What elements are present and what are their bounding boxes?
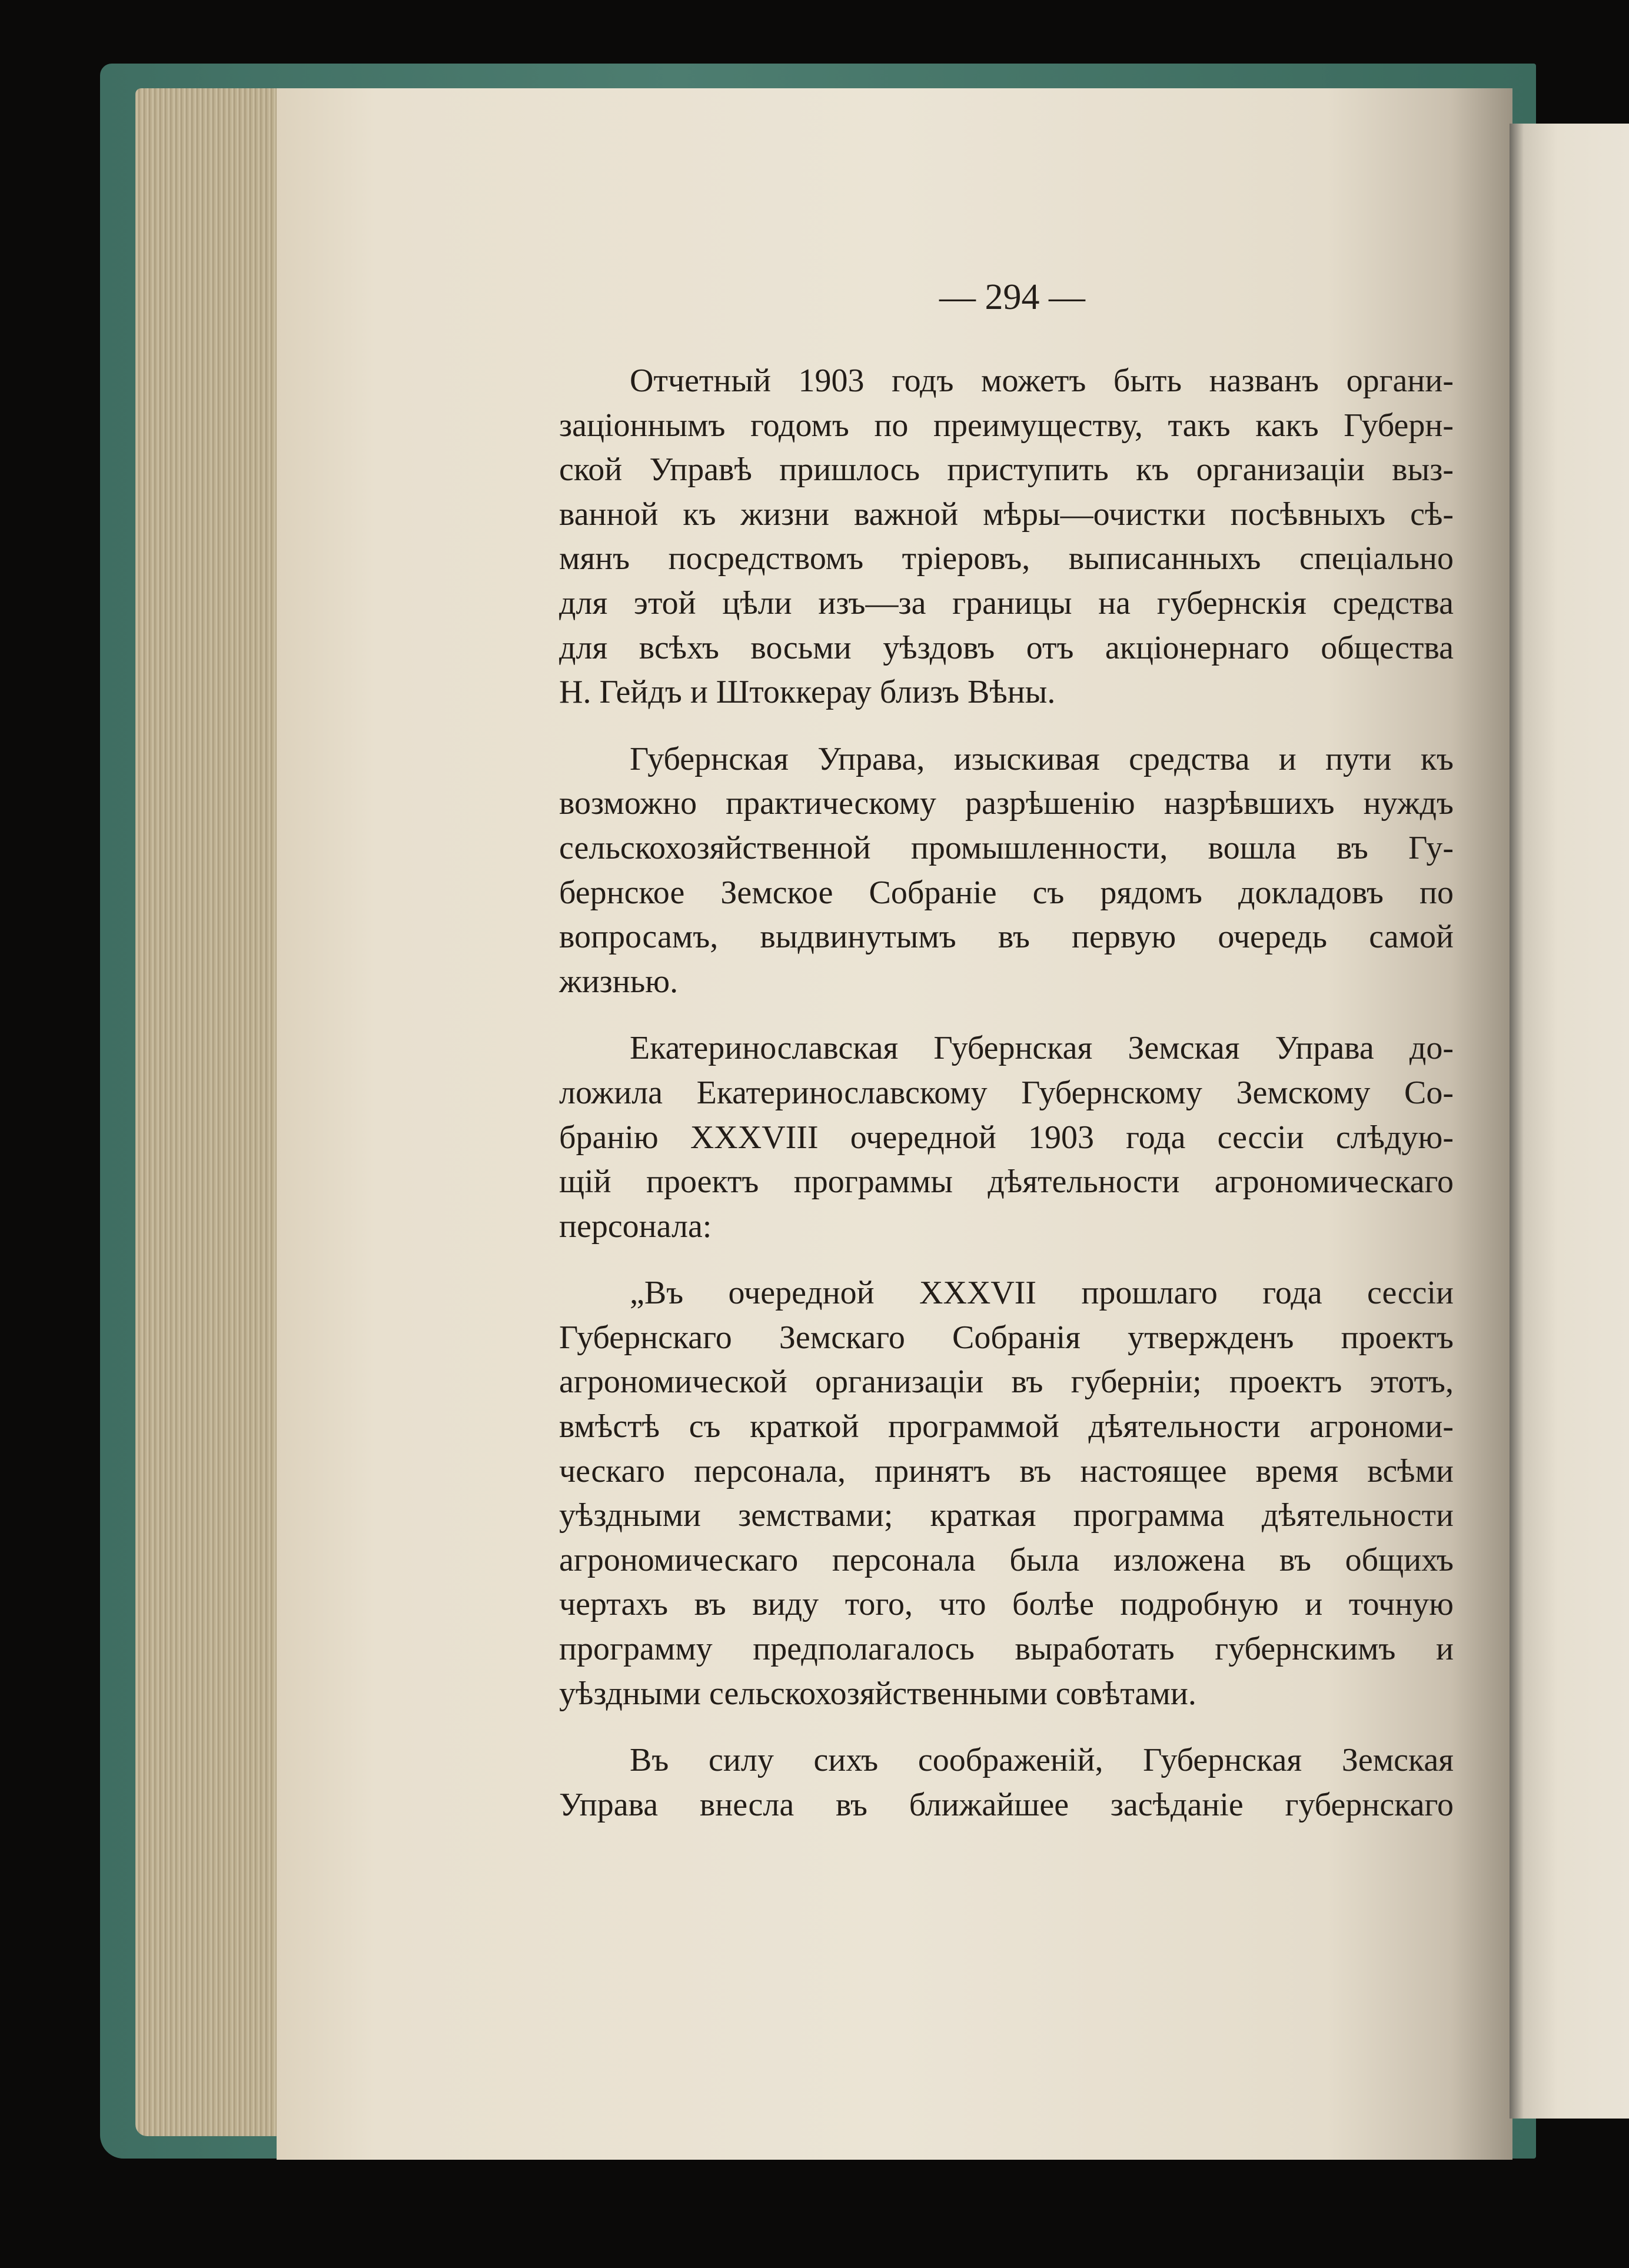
text-line: мянъ посредствомъ тріеровъ, выписанныхъ спеціально <box>559 540 1454 577</box>
text-line: жизнью. <box>559 963 679 1000</box>
text-line: уѣздными земствами; краткая программа дѣятельности <box>559 1497 1454 1534</box>
text-line: щій проектъ программы дѣятельности агрономическаго <box>559 1163 1454 1200</box>
text-line: сельскохозяйственной промышленности, вошла въ Гу- <box>559 829 1454 866</box>
text-line: вопросамъ, выдвинутымъ въ первую очередь самой <box>559 919 1454 956</box>
paragraph <box>559 1738 1454 1827</box>
text-line: вмѣстѣ съ краткой программой дѣятельности агрономи- <box>559 1408 1454 1445</box>
text-line: Отчетный 1903 годъ можетъ быть названъ органи- <box>630 363 1454 399</box>
text-line: ложила Екатеринославскому Губернскому Земскому Со- <box>559 1074 1454 1111</box>
page-number: — 294 — <box>939 277 1085 317</box>
text-line: персонала: <box>559 1208 712 1245</box>
text-line: для всѣхъ восьми уѣздовъ отъ акціонернаго общества <box>559 629 1454 666</box>
paragraph <box>559 1271 1454 1716</box>
text-line: Губернская Управа, изыскивая средства и пути къ <box>630 740 1454 777</box>
text-line: программу предполагалось выработать губернскимъ и <box>559 1631 1454 1668</box>
text-line: Губернскаго Земскаго Собранія утвержденъ проектъ <box>559 1319 1454 1356</box>
text-line: бернское Земское Собраніе съ рядомъ докладовъ по <box>559 874 1454 911</box>
text-line: Управа внесла въ ближайшее засѣданіе губернскаго <box>559 1786 1454 1823</box>
text-line: Въ силу сихъ соображеній, Губернская Земская <box>630 1742 1454 1779</box>
page-text <box>559 359 1454 1827</box>
page-edges <box>135 88 288 2136</box>
text-line: ванной къ жизни важной мѣры—очистки посѣвныхъ сѣ- <box>559 495 1454 533</box>
text-line: уѣздными сельскохозяйственными совѣтами. <box>559 1675 1196 1712</box>
text-line: Екатеринославская Губернская Земская Управа до- <box>630 1030 1454 1067</box>
paragraph <box>559 737 1454 1005</box>
paragraph <box>559 1026 1454 1249</box>
text-line: агрономическаго персонала была изложена въ общихъ <box>559 1541 1454 1578</box>
text-line: ческаго персонала, принятъ въ настоящее время всѣми <box>559 1452 1454 1489</box>
text-line: чертахъ въ виду того, что болѣе подробную и точную <box>559 1586 1454 1623</box>
text-line: бранію XXXVIII очередной 1903 года сессіи слѣдую- <box>559 1119 1454 1156</box>
text-line: заціоннымъ годомъ по преимуществу, такъ какъ Губерн- <box>559 407 1454 444</box>
text-line: возможно практическому разрѣшенію назрѣвшихъ нуждъ <box>559 785 1454 822</box>
text-line: для этой цѣли изъ—за границы на губернскія средства <box>559 584 1454 621</box>
text-line: Н. Гейдъ и Штоккерау близъ Вѣны. <box>559 674 1056 711</box>
text-line: „Въ очередной XXXVII прошлаго года сессіи <box>630 1275 1454 1312</box>
paragraph <box>559 359 1454 715</box>
right-page <box>1510 124 1629 2119</box>
text-line: агрономической организаціи въ губерніи; проектъ этотъ, <box>559 1364 1454 1401</box>
text-line: ской Управѣ пришлось приступить къ организаціи выз- <box>559 451 1454 488</box>
